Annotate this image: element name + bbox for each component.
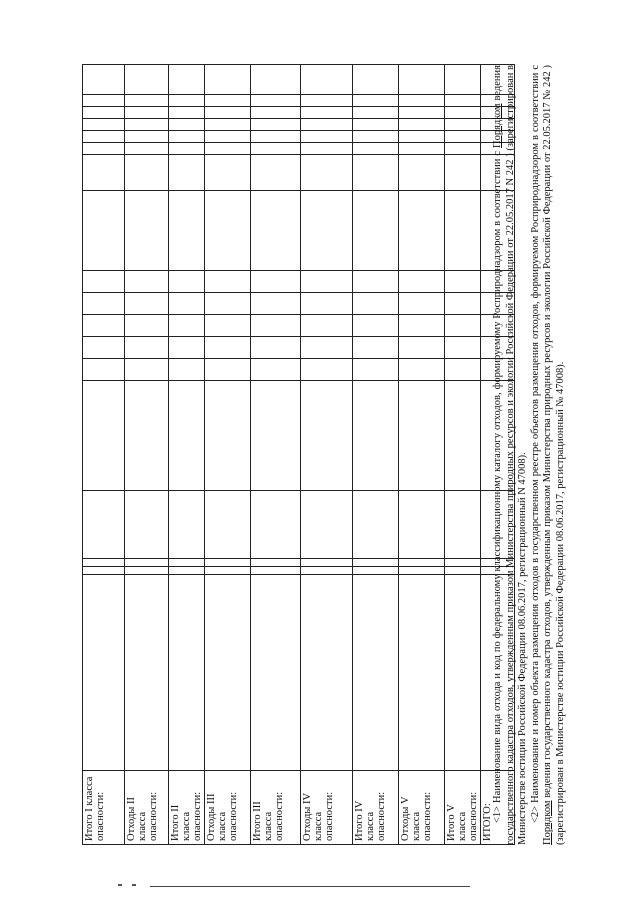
table-cell[interactable] xyxy=(125,315,169,337)
table-cell[interactable] xyxy=(251,293,301,315)
table-cell[interactable] xyxy=(251,107,301,119)
row-label: Итого II класса опасности: xyxy=(169,771,205,845)
scan-artifact-dot xyxy=(118,884,122,886)
table-row xyxy=(399,65,445,845)
table-cell[interactable] xyxy=(125,491,169,559)
table-row xyxy=(301,65,353,845)
row-label: ИТОГО: xyxy=(481,771,515,845)
row-label: Отходы III класса опасности: xyxy=(205,771,251,845)
table-cell[interactable] xyxy=(445,567,481,575)
table-cell[interactable] xyxy=(169,191,205,271)
table-row xyxy=(251,65,301,845)
table-cell[interactable] xyxy=(399,381,445,491)
table-cell[interactable] xyxy=(83,107,125,119)
table-cell[interactable] xyxy=(399,271,445,293)
table-cell[interactable] xyxy=(125,359,169,381)
table-cell[interactable] xyxy=(251,271,301,293)
table-cell[interactable] xyxy=(205,143,251,155)
table-cell[interactable] xyxy=(169,65,205,95)
table-cell[interactable] xyxy=(353,119,399,131)
row-label: Отходы V класса опасности: xyxy=(399,771,445,845)
table-cell[interactable] xyxy=(251,381,301,491)
table-cell[interactable] xyxy=(445,191,481,271)
table-cell[interactable] xyxy=(125,191,169,271)
table-cell[interactable] xyxy=(399,65,445,95)
table-cell[interactable] xyxy=(445,559,481,567)
scan-artifact-dot xyxy=(132,884,136,886)
table-cell[interactable] xyxy=(445,315,481,337)
footnote-1-text-a: <1> Наименование вида отхода и код по федеральному классификационному каталогу отходов, формируемому Росприроднадзором в соответствии с xyxy=(492,147,503,823)
table-cell[interactable] xyxy=(301,143,353,155)
table-cell[interactable] xyxy=(205,359,251,381)
table-cell[interactable] xyxy=(83,119,125,131)
table-cell[interactable] xyxy=(301,131,353,143)
table-cell[interactable] xyxy=(205,65,251,95)
table-cell[interactable] xyxy=(83,337,125,359)
table-cell[interactable] xyxy=(125,65,169,95)
table-cell[interactable] xyxy=(251,119,301,131)
table-cell[interactable] xyxy=(301,559,353,567)
table-cell[interactable] xyxy=(251,337,301,359)
table-cell[interactable] xyxy=(353,293,399,315)
table-row xyxy=(205,65,251,845)
table-cell[interactable] xyxy=(399,131,445,143)
table-cell[interactable] xyxy=(169,559,205,567)
table-cell[interactable] xyxy=(169,491,205,559)
table-cell[interactable] xyxy=(399,191,445,271)
table-cell[interactable] xyxy=(205,575,251,771)
table-cell[interactable] xyxy=(301,381,353,491)
footnote-1-text-b: ведения государственного кадастра отходов, утвержденным приказом Министерства природных ресурсов и экологии Российской Федерации от 22.05.2017 N 242 ) (зарегистрирован в Министерстве юстиции Российской Федерации 08.06.2017, регистрационный N 47008). xyxy=(492,65,528,845)
table-cell[interactable] xyxy=(251,191,301,271)
row-label: Отходы IV класса опасности: xyxy=(301,771,353,845)
table-cell[interactable] xyxy=(301,191,353,271)
table-cell[interactable] xyxy=(83,559,125,567)
scan-artifact-line xyxy=(150,886,470,887)
table-cell[interactable] xyxy=(125,107,169,119)
waste-table xyxy=(82,64,515,845)
table-cell[interactable] xyxy=(301,65,353,95)
table-cell[interactable] xyxy=(83,131,125,143)
table-cell[interactable] xyxy=(353,131,399,143)
table-cell[interactable] xyxy=(169,107,205,119)
table-cell[interactable] xyxy=(83,567,125,575)
table-cell[interactable] xyxy=(301,119,353,131)
table-cell[interactable] xyxy=(205,491,251,559)
table-row xyxy=(169,65,205,845)
table-cell[interactable] xyxy=(205,155,251,191)
table-cell[interactable] xyxy=(125,95,169,107)
table-cell[interactable] xyxy=(83,155,125,191)
footnote-2-text-b: ведения государственного кадастра отходов, утвержденным приказом Министерства природных ресурсов и экологии Российской Федерации от 22.05.2017 № 242 ) (зарегистрирован в Министерстве юстиции Российской Федерации 08.06.2017, регистрационный № 47008). xyxy=(542,65,566,845)
table-cell[interactable] xyxy=(205,567,251,575)
table-cell[interactable] xyxy=(301,107,353,119)
table-cell[interactable] xyxy=(445,119,481,131)
table-cell[interactable] xyxy=(445,381,481,491)
table-cell[interactable] xyxy=(205,131,251,143)
footnote-2 xyxy=(530,65,568,845)
table-row xyxy=(125,65,169,845)
table-cell[interactable] xyxy=(353,95,399,107)
row-label: Итого IV класса опасности: xyxy=(353,771,399,845)
table-cell[interactable] xyxy=(251,131,301,143)
table-cell[interactable] xyxy=(125,143,169,155)
row-label: Итого I класса опасности: xyxy=(83,771,125,845)
table-cell[interactable] xyxy=(125,337,169,359)
row-label: Отходы II класса опасности: xyxy=(125,771,169,845)
table-cell[interactable] xyxy=(251,359,301,381)
table-cell[interactable] xyxy=(205,107,251,119)
table-cell[interactable] xyxy=(445,95,481,107)
table-cell[interactable] xyxy=(399,575,445,771)
table-cell[interactable] xyxy=(353,575,399,771)
footnote-2-link[interactable]: Порядком xyxy=(542,800,553,845)
footnote-2-text-a: <2> Наименование и номер объекта размещения отходов в государственном реестре объектов размещения отходов, формируемом Росприроднадзором в соответствии с xyxy=(529,65,541,823)
table-cell[interactable] xyxy=(399,155,445,191)
footnote-1-link[interactable]: Порядком xyxy=(492,103,503,148)
table-cell[interactable] xyxy=(353,143,399,155)
table-cell[interactable] xyxy=(399,491,445,559)
table-cell[interactable] xyxy=(83,95,125,107)
table-cell[interactable] xyxy=(353,107,399,119)
table-cell[interactable] xyxy=(205,95,251,107)
table-cell[interactable] xyxy=(445,293,481,315)
table-cell[interactable] xyxy=(125,271,169,293)
table-cell[interactable] xyxy=(205,119,251,131)
table-cell[interactable] xyxy=(83,65,125,95)
table-cell[interactable] xyxy=(353,359,399,381)
table-cell[interactable] xyxy=(399,567,445,575)
table-cell[interactable] xyxy=(83,491,125,559)
table-cell[interactable] xyxy=(169,337,205,359)
table-cell[interactable] xyxy=(445,359,481,381)
table-cell[interactable] xyxy=(83,143,125,155)
table-cell[interactable] xyxy=(169,119,205,131)
table-cell[interactable] xyxy=(125,155,169,191)
table-row xyxy=(83,65,125,845)
table-cell[interactable] xyxy=(169,293,205,315)
table-cell[interactable] xyxy=(399,315,445,337)
table-cell[interactable] xyxy=(353,191,399,271)
table-cell[interactable] xyxy=(353,381,399,491)
table-cell[interactable] xyxy=(251,559,301,567)
table-cell[interactable] xyxy=(251,491,301,559)
table-cell[interactable] xyxy=(445,107,481,119)
table-cell[interactable] xyxy=(205,337,251,359)
table-cell[interactable] xyxy=(125,559,169,567)
table-cell[interactable] xyxy=(445,65,481,95)
table-cell[interactable] xyxy=(83,381,125,491)
table-cell[interactable] xyxy=(301,359,353,381)
table-cell[interactable] xyxy=(125,131,169,143)
table-cell[interactable] xyxy=(445,271,481,293)
table-cell[interactable] xyxy=(399,119,445,131)
table-row xyxy=(353,65,399,845)
table-cell[interactable] xyxy=(205,293,251,315)
table-cell[interactable] xyxy=(125,575,169,771)
table-cell[interactable] xyxy=(169,575,205,771)
row-label: Итого V класса опасности: xyxy=(445,771,481,845)
table-cell[interactable] xyxy=(445,575,481,771)
table-cell[interactable] xyxy=(445,491,481,559)
rotated-content xyxy=(82,65,582,845)
table-cell[interactable] xyxy=(83,191,125,271)
table-cell[interactable] xyxy=(353,337,399,359)
table-cell[interactable] xyxy=(169,155,205,191)
table-row xyxy=(445,65,481,845)
table-cell[interactable] xyxy=(169,315,205,337)
table-cell[interactable] xyxy=(399,95,445,107)
table-cell[interactable] xyxy=(205,315,251,337)
table-cell[interactable] xyxy=(251,155,301,191)
table-cell[interactable] xyxy=(251,143,301,155)
table-cell[interactable] xyxy=(251,95,301,107)
table-cell[interactable] xyxy=(205,381,251,491)
table-cell[interactable] xyxy=(169,381,205,491)
table-cell[interactable] xyxy=(83,315,125,337)
table-cell[interactable] xyxy=(251,65,301,95)
footnotes xyxy=(492,65,567,845)
table-cell[interactable] xyxy=(301,337,353,359)
table-cell[interactable] xyxy=(251,575,301,771)
table-cell[interactable] xyxy=(353,155,399,191)
table-cell[interactable] xyxy=(251,567,301,575)
table-cell[interactable] xyxy=(353,315,399,337)
table-cell[interactable] xyxy=(445,143,481,155)
table-cell[interactable] xyxy=(353,271,399,293)
footnote-1 xyxy=(492,65,530,845)
table-cell[interactable] xyxy=(301,491,353,559)
table-cell[interactable] xyxy=(353,567,399,575)
table-cell[interactable] xyxy=(83,575,125,771)
table-cell[interactable] xyxy=(301,155,353,191)
table-cell[interactable] xyxy=(301,293,353,315)
table-cell[interactable] xyxy=(251,315,301,337)
table-cell[interactable] xyxy=(301,271,353,293)
table-cell[interactable] xyxy=(205,559,251,567)
table-cell[interactable] xyxy=(353,65,399,95)
table-cell[interactable] xyxy=(205,271,251,293)
table-cell[interactable] xyxy=(399,559,445,567)
table-cell[interactable] xyxy=(301,315,353,337)
table-cell[interactable] xyxy=(353,559,399,567)
table-cell[interactable] xyxy=(353,491,399,559)
table-cell[interactable] xyxy=(445,155,481,191)
table-cell[interactable] xyxy=(169,359,205,381)
table-cell[interactable] xyxy=(83,359,125,381)
table-cell[interactable] xyxy=(399,359,445,381)
table-cell[interactable] xyxy=(83,271,125,293)
table-cell[interactable] xyxy=(399,293,445,315)
table-cell[interactable] xyxy=(399,107,445,119)
table-cell[interactable] xyxy=(125,381,169,491)
table-cell[interactable] xyxy=(169,95,205,107)
table-cell[interactable] xyxy=(169,131,205,143)
row-label: Итого III класса опасности: xyxy=(251,771,301,845)
table-cell[interactable] xyxy=(301,95,353,107)
table-cell[interactable] xyxy=(125,293,169,315)
table-cell[interactable] xyxy=(169,143,205,155)
table-cell[interactable] xyxy=(125,567,169,575)
table-cell[interactable] xyxy=(399,337,445,359)
table-cell[interactable] xyxy=(83,293,125,315)
table-cell[interactable] xyxy=(301,567,353,575)
table-cell[interactable] xyxy=(205,191,251,271)
table-cell[interactable] xyxy=(301,575,353,771)
table-cell[interactable] xyxy=(445,337,481,359)
table-cell[interactable] xyxy=(169,271,205,293)
table-cell[interactable] xyxy=(399,143,445,155)
table-cell[interactable] xyxy=(445,131,481,143)
table-cell[interactable] xyxy=(125,119,169,131)
table-cell[interactable] xyxy=(169,567,205,575)
